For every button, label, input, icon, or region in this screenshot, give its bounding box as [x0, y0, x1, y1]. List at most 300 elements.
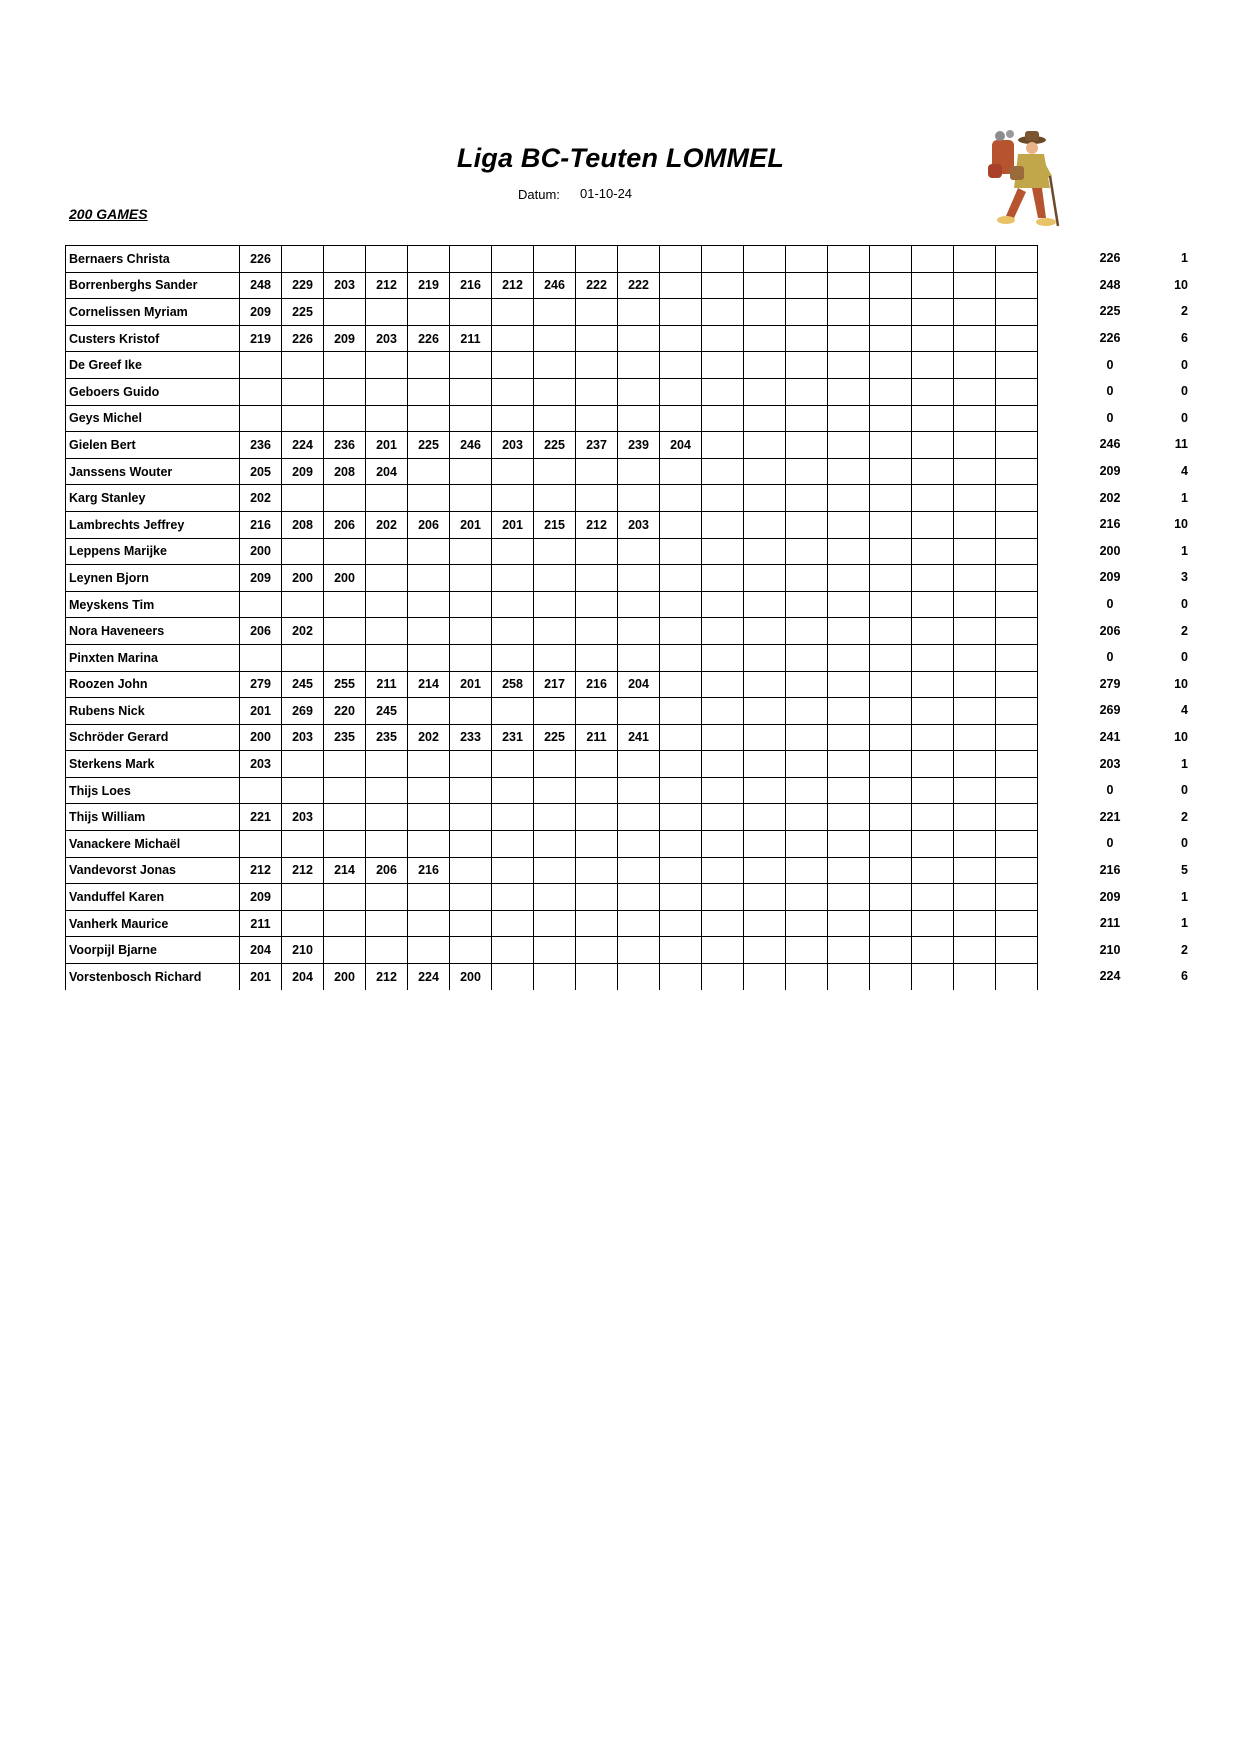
score-cell [660, 964, 702, 990]
score-cell [660, 272, 702, 299]
score-cell [702, 910, 744, 937]
score-cell: 220 [324, 698, 366, 725]
score-cell [618, 485, 660, 512]
score-cell [996, 777, 1038, 804]
score-cell [870, 831, 912, 858]
score-cell [786, 751, 828, 778]
score-cell: 212 [576, 511, 618, 538]
score-cell [366, 538, 408, 565]
score-cell [702, 671, 744, 698]
score-cell [660, 246, 702, 273]
score-cell [240, 644, 282, 671]
table-row [66, 246, 1038, 273]
score-cell [324, 538, 366, 565]
score-cell [954, 246, 996, 273]
score-cell: 237 [576, 432, 618, 459]
score-cell [366, 910, 408, 937]
score-cell [660, 644, 702, 671]
score-cell [954, 618, 996, 645]
score-cell [660, 299, 702, 326]
score-cell [324, 378, 366, 405]
best-score: 221 [1099, 809, 1121, 824]
scores-table [65, 245, 1038, 990]
score-cell [912, 804, 954, 831]
score-cell [534, 910, 576, 937]
score-cell [366, 378, 408, 405]
score-cell [828, 937, 870, 964]
table-row [66, 511, 1038, 538]
score-cell [744, 671, 786, 698]
score-cell [240, 591, 282, 618]
score-cell [912, 299, 954, 326]
table-row [66, 777, 1038, 804]
score-cell [702, 618, 744, 645]
score-cell [996, 511, 1038, 538]
score-cell [492, 777, 534, 804]
score-cell [576, 325, 618, 352]
score-cell: 246 [450, 432, 492, 459]
date-value: 01-10-24 [580, 186, 633, 201]
player-name: Borrenberghs Sander [66, 272, 240, 299]
best-score: 0 [1106, 783, 1114, 798]
score-cell [786, 644, 828, 671]
score-cell [408, 405, 450, 432]
score-cell: 235 [324, 724, 366, 751]
score-cell [282, 777, 324, 804]
score-cell [492, 804, 534, 831]
score-cell: 233 [450, 724, 492, 751]
score-cell [996, 458, 1038, 485]
score-cell: 235 [366, 724, 408, 751]
score-cell: 204 [618, 671, 660, 698]
score-cell [954, 644, 996, 671]
score-cell [744, 246, 786, 273]
score-cell [786, 964, 828, 990]
score-cell: 215 [534, 511, 576, 538]
player-name: Pinxten Marina [66, 644, 240, 671]
score-cell: 241 [618, 724, 660, 751]
score-cell [534, 378, 576, 405]
table-row [66, 724, 1038, 751]
game-count: 2 [1181, 304, 1188, 319]
score-cell [702, 644, 744, 671]
score-cell: 279 [240, 671, 282, 698]
score-cell [996, 618, 1038, 645]
score-cell [450, 618, 492, 645]
score-cell [912, 618, 954, 645]
totals-row [1080, 405, 1188, 432]
score-cell: 245 [366, 698, 408, 725]
score-cell [996, 884, 1038, 911]
game-count: 1 [1181, 889, 1188, 904]
score-cell [492, 644, 534, 671]
score-cell [534, 831, 576, 858]
score-cell: 203 [366, 325, 408, 352]
score-cell [366, 405, 408, 432]
score-cell [660, 671, 702, 698]
table-row [66, 884, 1038, 911]
score-cell [618, 831, 660, 858]
score-cell [492, 565, 534, 592]
game-count: 3 [1181, 570, 1188, 585]
game-count: 10 [1174, 517, 1188, 532]
score-cell [324, 884, 366, 911]
score-cell [996, 432, 1038, 459]
game-count: 0 [1181, 836, 1188, 851]
score-cell [744, 857, 786, 884]
score-cell [996, 964, 1038, 990]
score-cell [534, 804, 576, 831]
score-cell [282, 591, 324, 618]
totals-row [1080, 431, 1188, 458]
player-name: Janssens Wouter [66, 458, 240, 485]
score-cell [786, 511, 828, 538]
score-cell [828, 804, 870, 831]
score-cell [954, 777, 996, 804]
score-cell [786, 299, 828, 326]
score-cell: 225 [534, 724, 576, 751]
best-score: 210 [1099, 942, 1121, 957]
score-cell [996, 538, 1038, 565]
score-cell [912, 405, 954, 432]
score-cell [996, 272, 1038, 299]
score-cell [744, 432, 786, 459]
score-cell [324, 591, 366, 618]
score-cell [954, 538, 996, 565]
table-row [66, 458, 1038, 485]
score-cell [408, 458, 450, 485]
score-cell [870, 378, 912, 405]
score-cell [702, 538, 744, 565]
score-cell: 239 [618, 432, 660, 459]
score-cell [870, 565, 912, 592]
player-name: Vorstenbosch Richard [66, 964, 240, 990]
score-cell [576, 804, 618, 831]
score-cell [576, 299, 618, 326]
score-cell [618, 246, 660, 273]
score-cell [366, 884, 408, 911]
best-score: 279 [1099, 676, 1121, 691]
score-cell [954, 591, 996, 618]
score-cell [828, 884, 870, 911]
player-name: Nora Haveneers [66, 618, 240, 645]
score-cell [870, 432, 912, 459]
score-cell [702, 698, 744, 725]
game-count: 1 [1181, 916, 1188, 931]
score-cell [240, 378, 282, 405]
score-cell [870, 618, 912, 645]
table-row [66, 538, 1038, 565]
score-cell: 203 [324, 272, 366, 299]
score-cell [660, 511, 702, 538]
score-cell [282, 751, 324, 778]
score-cell [912, 698, 954, 725]
score-cell [912, 751, 954, 778]
score-cell: 206 [240, 618, 282, 645]
score-cell [996, 644, 1038, 671]
table-row [66, 405, 1038, 432]
player-name: Vanherk Maurice [66, 910, 240, 937]
score-cell [324, 937, 366, 964]
best-score: 203 [1099, 756, 1121, 771]
score-cell [450, 644, 492, 671]
score-cell [828, 618, 870, 645]
totals-row [1080, 378, 1188, 405]
score-cell [828, 299, 870, 326]
score-cell [576, 777, 618, 804]
score-cell [408, 618, 450, 645]
score-cell [954, 325, 996, 352]
score-cell [618, 299, 660, 326]
score-cell [618, 751, 660, 778]
score-cell [576, 857, 618, 884]
score-cell [534, 644, 576, 671]
score-cell [534, 884, 576, 911]
score-cell [744, 511, 786, 538]
game-count: 1 [1181, 490, 1188, 505]
score-cell [324, 405, 366, 432]
score-cell: 204 [660, 432, 702, 459]
score-cell [870, 671, 912, 698]
score-cell [912, 724, 954, 751]
score-cell: 236 [240, 432, 282, 459]
score-cell [618, 405, 660, 432]
score-cell [744, 964, 786, 990]
score-cell [618, 777, 660, 804]
score-cell [618, 804, 660, 831]
player-name: Bernaers Christa [66, 246, 240, 273]
score-cell [660, 458, 702, 485]
score-cell [324, 352, 366, 379]
best-score: 206 [1099, 623, 1121, 638]
best-score: 246 [1099, 437, 1121, 452]
best-score: 226 [1099, 331, 1121, 346]
score-cell [534, 618, 576, 645]
score-cell [534, 325, 576, 352]
score-cell [996, 910, 1038, 937]
score-cell [786, 937, 828, 964]
score-cell [408, 246, 450, 273]
score-cell [954, 405, 996, 432]
score-cell [828, 591, 870, 618]
score-cell [870, 804, 912, 831]
score-cell [576, 538, 618, 565]
score-cell [450, 751, 492, 778]
totals-row [1080, 857, 1188, 884]
score-cell [450, 884, 492, 911]
score-cell [618, 884, 660, 911]
score-cell [660, 884, 702, 911]
score-cell [366, 831, 408, 858]
score-cell [450, 910, 492, 937]
table-row [66, 618, 1038, 645]
score-cell [408, 485, 450, 512]
score-cell: 236 [324, 432, 366, 459]
score-cell [324, 618, 366, 645]
score-cell [366, 485, 408, 512]
table-row [66, 831, 1038, 858]
table-row [66, 352, 1038, 379]
table-row [66, 325, 1038, 352]
score-cell [912, 352, 954, 379]
score-cell [618, 538, 660, 565]
score-cell [576, 246, 618, 273]
score-cell [618, 458, 660, 485]
score-cell [576, 405, 618, 432]
totals-column [1080, 245, 1188, 990]
score-cell [450, 405, 492, 432]
score-cell: 211 [576, 724, 618, 751]
score-cell [954, 751, 996, 778]
score-cell [702, 565, 744, 592]
score-cell [660, 937, 702, 964]
score-cell [660, 591, 702, 618]
table-row [66, 299, 1038, 326]
score-cell [408, 352, 450, 379]
score-cell: 225 [282, 299, 324, 326]
score-cell [450, 458, 492, 485]
score-cell [912, 246, 954, 273]
totals-row [1080, 325, 1188, 352]
score-cell [366, 352, 408, 379]
score-cell [450, 378, 492, 405]
player-name: Custers Kristof [66, 325, 240, 352]
score-cell [744, 378, 786, 405]
score-cell [996, 857, 1038, 884]
score-cell [366, 299, 408, 326]
score-cell [492, 910, 534, 937]
score-cell [870, 246, 912, 273]
score-cell [702, 432, 744, 459]
score-cell [576, 884, 618, 911]
score-cell [828, 644, 870, 671]
score-cell: 224 [408, 964, 450, 990]
score-cell [702, 884, 744, 911]
score-cell [912, 777, 954, 804]
score-cell: 201 [240, 964, 282, 990]
score-cell [408, 538, 450, 565]
score-cell [450, 299, 492, 326]
totals-row [1080, 458, 1188, 485]
score-cell [912, 671, 954, 698]
score-cell [828, 511, 870, 538]
player-name: Karg Stanley [66, 485, 240, 512]
score-cell [786, 857, 828, 884]
totals-row [1080, 245, 1188, 272]
game-count: 0 [1181, 357, 1188, 372]
score-cell [366, 565, 408, 592]
score-cell: 209 [240, 884, 282, 911]
table-row [66, 937, 1038, 964]
score-cell [744, 352, 786, 379]
table-row [66, 485, 1038, 512]
best-score: 225 [1099, 304, 1121, 319]
score-cell: 201 [240, 698, 282, 725]
score-cell [870, 405, 912, 432]
score-cell [366, 804, 408, 831]
score-cell: 209 [240, 565, 282, 592]
score-cell [576, 591, 618, 618]
score-cell [534, 964, 576, 990]
score-cell [534, 405, 576, 432]
score-cell: 231 [492, 724, 534, 751]
best-score: 0 [1106, 650, 1114, 665]
score-cell [408, 591, 450, 618]
player-name: Vanduffel Karen [66, 884, 240, 911]
game-count: 10 [1174, 277, 1188, 292]
score-cell [912, 831, 954, 858]
totals-row [1080, 272, 1188, 299]
score-cell [492, 246, 534, 273]
score-cell [912, 458, 954, 485]
score-cell [408, 910, 450, 937]
best-score: 211 [1099, 916, 1121, 931]
score-cell [660, 804, 702, 831]
totals-row [1080, 538, 1188, 565]
totals-row [1080, 511, 1188, 538]
score-cell [996, 405, 1038, 432]
score-cell [786, 618, 828, 645]
score-cell [240, 831, 282, 858]
score-cell [870, 724, 912, 751]
score-cell [492, 591, 534, 618]
score-cell [702, 591, 744, 618]
score-cell [492, 751, 534, 778]
score-cell [534, 485, 576, 512]
score-cell [324, 299, 366, 326]
score-cell [828, 831, 870, 858]
score-cell [996, 831, 1038, 858]
score-cell: 203 [240, 751, 282, 778]
score-cell [660, 831, 702, 858]
score-cell [660, 405, 702, 432]
best-score: 224 [1099, 969, 1121, 984]
score-cell [828, 565, 870, 592]
score-cell [996, 937, 1038, 964]
game-count: 1 [1181, 251, 1188, 266]
score-cell [408, 565, 450, 592]
player-name: Geys Michel [66, 405, 240, 432]
score-cell [996, 246, 1038, 273]
table-row [66, 565, 1038, 592]
score-cell [618, 591, 660, 618]
best-score: 209 [1099, 570, 1121, 585]
totals-row [1080, 750, 1188, 777]
score-cell: 209 [324, 325, 366, 352]
score-cell [282, 910, 324, 937]
score-cell [492, 884, 534, 911]
score-cell [282, 831, 324, 858]
totals-row [1080, 644, 1188, 671]
score-cell [534, 751, 576, 778]
score-cell: 200 [282, 565, 324, 592]
game-count: 2 [1181, 623, 1188, 638]
score-cell: 202 [240, 485, 282, 512]
score-cell [618, 618, 660, 645]
score-cell [954, 831, 996, 858]
score-cell [282, 884, 324, 911]
score-cell [702, 777, 744, 804]
score-cell [744, 618, 786, 645]
score-cell [702, 857, 744, 884]
score-cell [744, 910, 786, 937]
score-cell [282, 246, 324, 273]
score-cell [450, 937, 492, 964]
table-row [66, 804, 1038, 831]
score-cell: 206 [408, 511, 450, 538]
score-cell [996, 591, 1038, 618]
score-cell: 225 [408, 432, 450, 459]
